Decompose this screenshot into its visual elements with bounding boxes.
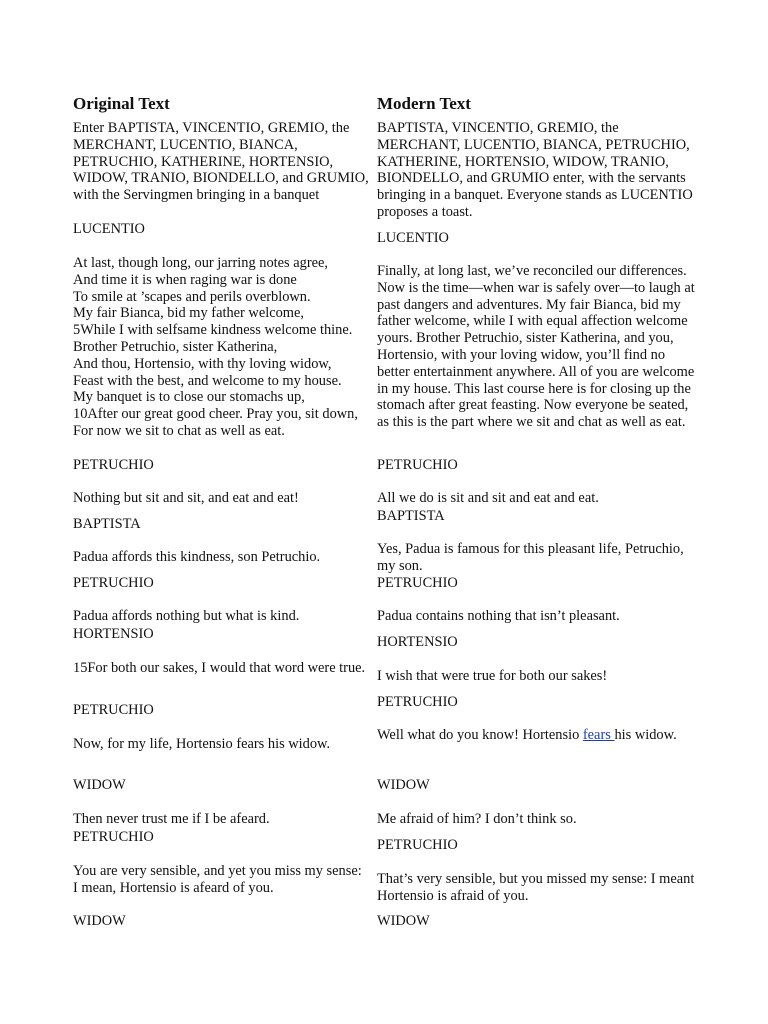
speaker-name: PETRUCHIO <box>73 575 154 591</box>
speech-text-part: Well what do you know! Hortensio <box>377 727 583 743</box>
speech-text: At last, though long, our jarring notes agree, And time it is when raging war is done To smile at ’scapes and perils overblown. My fair Bianca, bid my father welcome, 5While I with selfsame kindness welcome thine. Brother Petruchio, sister Katherina, And thou, Hortensio, with thy loving widow, Feast with the best, and welcome to my house. My banquet is to close our stomachs up, 10After our great good cheer. Pray you, sit down, For now we sit to chat as well as eat. <box>73 255 358 439</box>
speaker-name: LUCENTIO <box>377 230 449 246</box>
speech-text: That’s very sensible, but you missed my sense: I meant Hortensio is afraid of you. <box>377 871 698 904</box>
speech-text: All we do is sit and sit and eat and eat. <box>377 490 599 506</box>
speech-text: Then never trust me if I be afeard. <box>73 811 270 827</box>
speech-text: Now, for my life, Hortensio fears his widow. <box>73 736 331 752</box>
original-text-heading: Original Text <box>73 94 170 113</box>
speech-text: You are very sensible, and yet you miss my sense: I mean, Hortensio is afeard of you. <box>73 863 362 896</box>
speaker-name: PETRUCHIO <box>73 829 154 845</box>
speaker-name: PETRUCHIO <box>377 575 458 591</box>
speaker-name: WIDOW <box>73 777 126 793</box>
speaker-name: PETRUCHIO <box>377 694 458 710</box>
speaker-name: HORTENSIO <box>377 634 458 650</box>
speaker-name: PETRUCHIO <box>73 457 154 473</box>
speaker-name: HORTENSIO <box>73 626 154 642</box>
speaker-name: LUCENTIO <box>73 221 145 237</box>
gloss-link-fears[interactable]: fears <box>582 727 615 743</box>
speech-text: Finally, at long last, we’ve reconciled our differences. Now is the time—when war is safely over—to laugh at past dangers and adventures. My fair Bianca, bid my father welcome, while I with equal affection welcome yours. Brother Petruchio, sister Katherina, and you, Hortensio, with your loving widow, you’ll find no better entertainment anywhere. All of you are welcome in my house. This last course here is for closing up the stomach after great feasting. Now everyone be seated, as this is the part where we sit and chat as well as eat. <box>377 263 699 431</box>
speaker-name: WIDOW <box>73 913 126 929</box>
modern-text-heading: Modern Text <box>377 94 471 113</box>
speaker-name: BAPTISTA <box>377 508 445 524</box>
speech-text: Nothing but sit and sit, and eat and eat! <box>73 490 299 506</box>
speech-text: Me afraid of him? I don’t think so. <box>377 811 577 827</box>
speech-text: I wish that were true for both our sakes! <box>377 668 608 684</box>
speech-text <box>377 727 697 744</box>
speaker-name: PETRUCHIO <box>73 702 154 718</box>
speech-text: Padua contains nothing that isn’t pleasant. <box>377 608 620 624</box>
speech-text: 15For both our sakes, I would that word were true. <box>73 660 366 676</box>
speech-text: Yes, Padua is famous for this pleasant life, Petruchio, my son. <box>377 541 688 574</box>
stage-direction: BAPTISTA, VINCENTIO, GREMIO, the MERCHANT, LUCENTIO, BIANCA, PETRUCHIO, KATHERINE, HORTENSIO, WIDOW, TRANIO, BIONDELLO, and GRUMIO enter, with the servants bringing in a banquet. Everyone stands as LUCENTIO proposes a toast. <box>377 120 697 220</box>
modern-text-column <box>377 92 699 929</box>
speaker-name: WIDOW <box>377 913 430 929</box>
speech-text-part: his widow. <box>614 727 677 743</box>
speaker-name: PETRUCHIO <box>377 837 458 853</box>
speaker-name: BAPTISTA <box>73 516 141 532</box>
speaker-name: PETRUCHIO <box>377 457 458 473</box>
speech-text: Padua affords this kindness, son Petruchio. <box>73 549 321 565</box>
speaker-name: WIDOW <box>377 777 430 793</box>
original-text-column <box>73 92 378 929</box>
stage-direction: Enter BAPTISTA, VINCENTIO, GREMIO, the MERCHANT, LUCENTIO, BIANCA, PETRUCHIO, KATHERINE, HORTENSIO, WIDOW, TRANIO, BIONDELLO, and GRUMIO, with the Servingmen bringing in a banquet <box>73 120 373 204</box>
speech-text: Padua affords nothing but what is kind. <box>73 608 300 624</box>
